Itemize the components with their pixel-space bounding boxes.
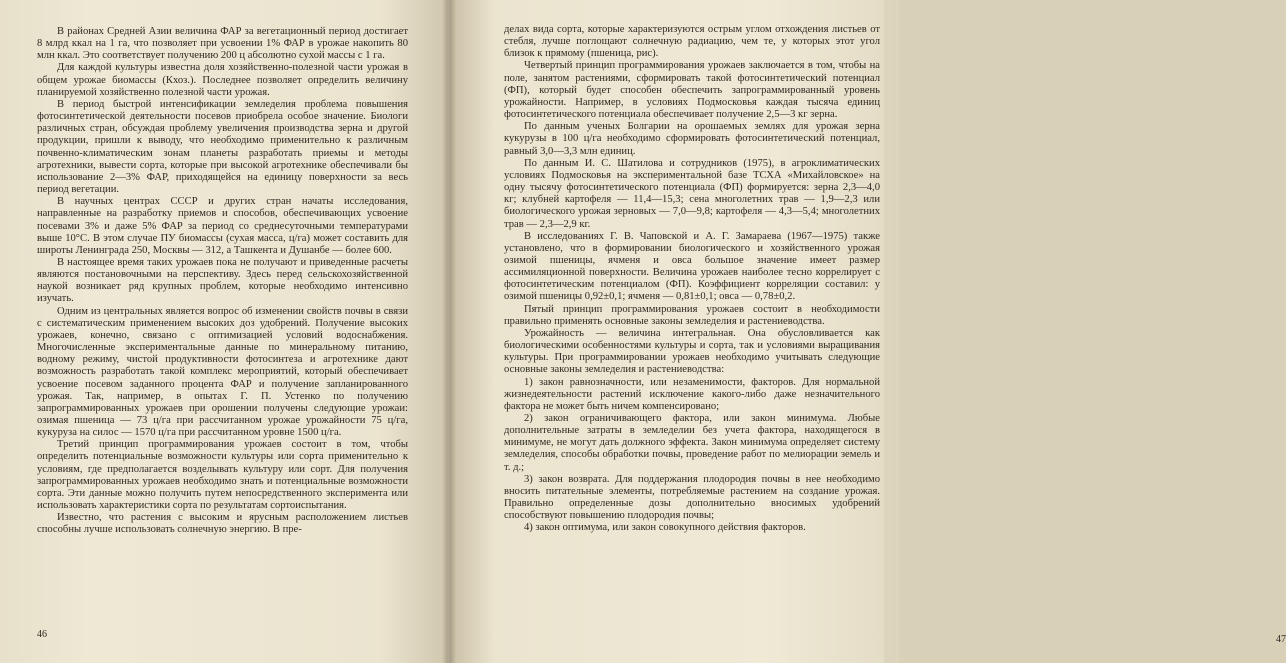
right-paragraph-2: По данным ученых Болгарии на орошаемых землях для урожая зерна кукурузы в 100 ц/га необходимо сформировать фотосинтетический потенциал, равный 3,0—3,3 млн единиц. [504,121,880,157]
right-page-number: 47 [1276,634,1286,645]
left-paragraph-5: В настоящее время таких урожаев пока не получают и приведенные расчеты являются постановочными на перспективу. Здесь перед сельскохозяйственной наукой возникает ряд крупных проблем, которые необходимо интенсивно изучать. [37,256,408,305]
book-gutter-shadow [442,0,456,663]
left-page [0,0,448,663]
right-paragraph-8: 2) закон ограничивающего фактора, или закон минимума. Любые дополнительные затраты в земледелии без учета фактора, находящегося в минимуме, не могут дать должного эффекта. Закон минимума определяет систему земледелия, способы обработки почвы, проведение работ по мелиорации земель и т. д.; [504,413,880,473]
right-continuation: делах вида сорта, которые характеризуются острым углом отхождения листьев от стебля, лучше поглощают солнечную радиацию, чем те, у которых этот угол близок к прямому (пшеница, рис). [504,24,880,60]
left-paragraph-6: Одним из центральных является вопрос об изменении свойств почвы в связи с систематическим применением высоких доз удобрений. Получение высоких урожаев, конечно, связано с оптимизацией условий водоснабжения. Многочисленные экспериментальные данные по минеральному питанию, водному режиму, чистой продуктивности фотосинтеза и агротехнике дают возможность разработать такой комплекс мероприятий, который обеспечивает усвоение посевом заданного процента ФАР и получение запланированного урожая. Так, например, в опытах Г. П. Устенко по получению запрограммированных урожаев при орошении получены следующие урожаи: озимая пшеница — 73 ц/га при рассчитанном урожае урожайности 75 ц/га, кукуруза на силос — 1570 ц/га при рассчитанном уровне 1500 ц/га. [37,305,408,439]
right-paragraph-7: 1) закон равнозначности, или незаменимости, факторов. Для нормальной жизнедеятельности растений исключение какого-либо даже незначительного фактора не может быть ничем компенсировано; [504,376,880,412]
left-paragraph-7: Третий принцип программирования урожаев состоит в том, чтобы определить потенциальные возможности культуры или сорта применительно к условиям, где предполагается возделывать культуру или сорт. Для получения запрограммированных урожаев необходимо знать и потенциальные возможности сорта. Эти данные можно получить путем непосредственного эксперимента или использовать характеристики сорта по результатам сортоиспытания. [37,439,408,512]
right-paragraph-4: В исследованиях Г. В. Чаповской и А. Г. Замараева (1967—1975) также установлено, что в формировании биологического и хозяйственного урожая озимой пшеницы, ячменя и овса большое значение имеет размер ассимиляционной поверхности. Величина урожаев наиболее тесно коррелирует с фотосинтетическим потенциалом (ФП). Коэффициент корреляции составил: у озимой пшеницы 0,92±0,1; ячменя — 0,81±0,1; овса — 0,78±0,2. [504,230,880,303]
left-paragraph-3: В период быстрой интенсификации земледелия проблема повышения фотосинтетической деятельности посевов приобрела особое значение. Биологи различных стран, обсуждая проблему увеличения производства зерна и другой продукции, пришли к выводу, что необходимо применительно к различным почвенно-климатическим зонам планеты разработать приемы и методы агротехники, вывести сорта, которые при высокой агротехнике обеспечивали бы использование 2—3% ФАР, приходящейся на единицу поверхности за весь период вегетации. [37,98,408,196]
right-paragraph-6: Урожайность — величина интегральная. Она обусловливается как биологическими особенностями культуры и сорта, так и условиями выращивания культуры. При программировании урожаев необходимо учитывать следующие основные законы земледелия и растениеводства: [504,327,880,376]
right-paragraph-5: Пятый принцип программирования урожаев состоит в необходимости правильно применять основные законы земледелия и растениеводства. [504,303,880,327]
left-page-number: 46 [37,629,47,640]
left-paragraph-2: Для каждой культуры известна доля хозяйственно-полезной части урожая в общем урожае биомассы (Кхоз.). Последнее позволяет определить величину планируемой хозяйственно полезной части урожая. [37,62,408,98]
page-stack-edge [884,0,900,663]
right-paragraph-3: По данным И. С. Шатилова и сотрудников (1975), в агроклиматических условиях Подмосковья на экспериментальной базе ТСХА «Михайловское» на одну тысячу фотосинтетического потенциала (ФП) формируется: зерна 2,3—4,0 кг; клубней картофеля — 11,4—15,3; сена многолетних трав — 1,9—2,3 или биологического урожая зерновых — 7,0—9,8; картофеля — 4,3—5,4; многолетних трав — 2,3—2,9 кг. [504,157,880,230]
left-paragraph-4: В научных центрах СССР и других стран начаты исследования, направленные на разработку приемов и способов, обеспечивающих усвоение посевами 3% и даже 5% ФАР за период со среднесуточными температурами выше 10°С. В этом случае ПУ биомассы (сухая масса, ц/га) может составить для широты Ленинграда 250, Москвы — 312, а Ташкента и Душанбе — более 600. [37,196,408,256]
left-paragraph-8: Известно, что растения с высоким и ярусным расположением листьев способны лучше использовать солнечную энергию. В пре- [37,512,408,536]
right-paragraph-10: 4) закон оптимума, или закон совокупного действия факторов. [524,522,806,534]
left-paragraph-1: В районах Средней Азии величина ФАР за вегетационный период достигает 8 млрд ккал на 1 га, что позволяет при усвоении 1% ФАР в урожае накопить 80 млн ккал. Это соответствует получению 200 ц абсолютно сухой массы с 1 га. [37,26,408,62]
right-paragraph-1: Четвертый принцип программирования урожаев заключается в том, чтобы на поле, занятом растениями, сформировать такой фотосинтетический потенциал (ФП), который будет способен обеспечить запрограммированный уровень урожайности. Например, в условиях Подмосковья каждая тысяча единиц фотосинтетического потенциала обеспечивает получение 2,5—3 кг зерна. [504,60,880,121]
right-paragraph-9: 3) закон возврата. Для поддержания плодородия почвы в нее необходимо вносить питательные элементы, потребляемые растением на создание урожая. Правильно определенные дозы дополнительно вносимых удобрений способствуют повышению плодородия почвы; [504,473,880,522]
right-page [450,0,1286,663]
